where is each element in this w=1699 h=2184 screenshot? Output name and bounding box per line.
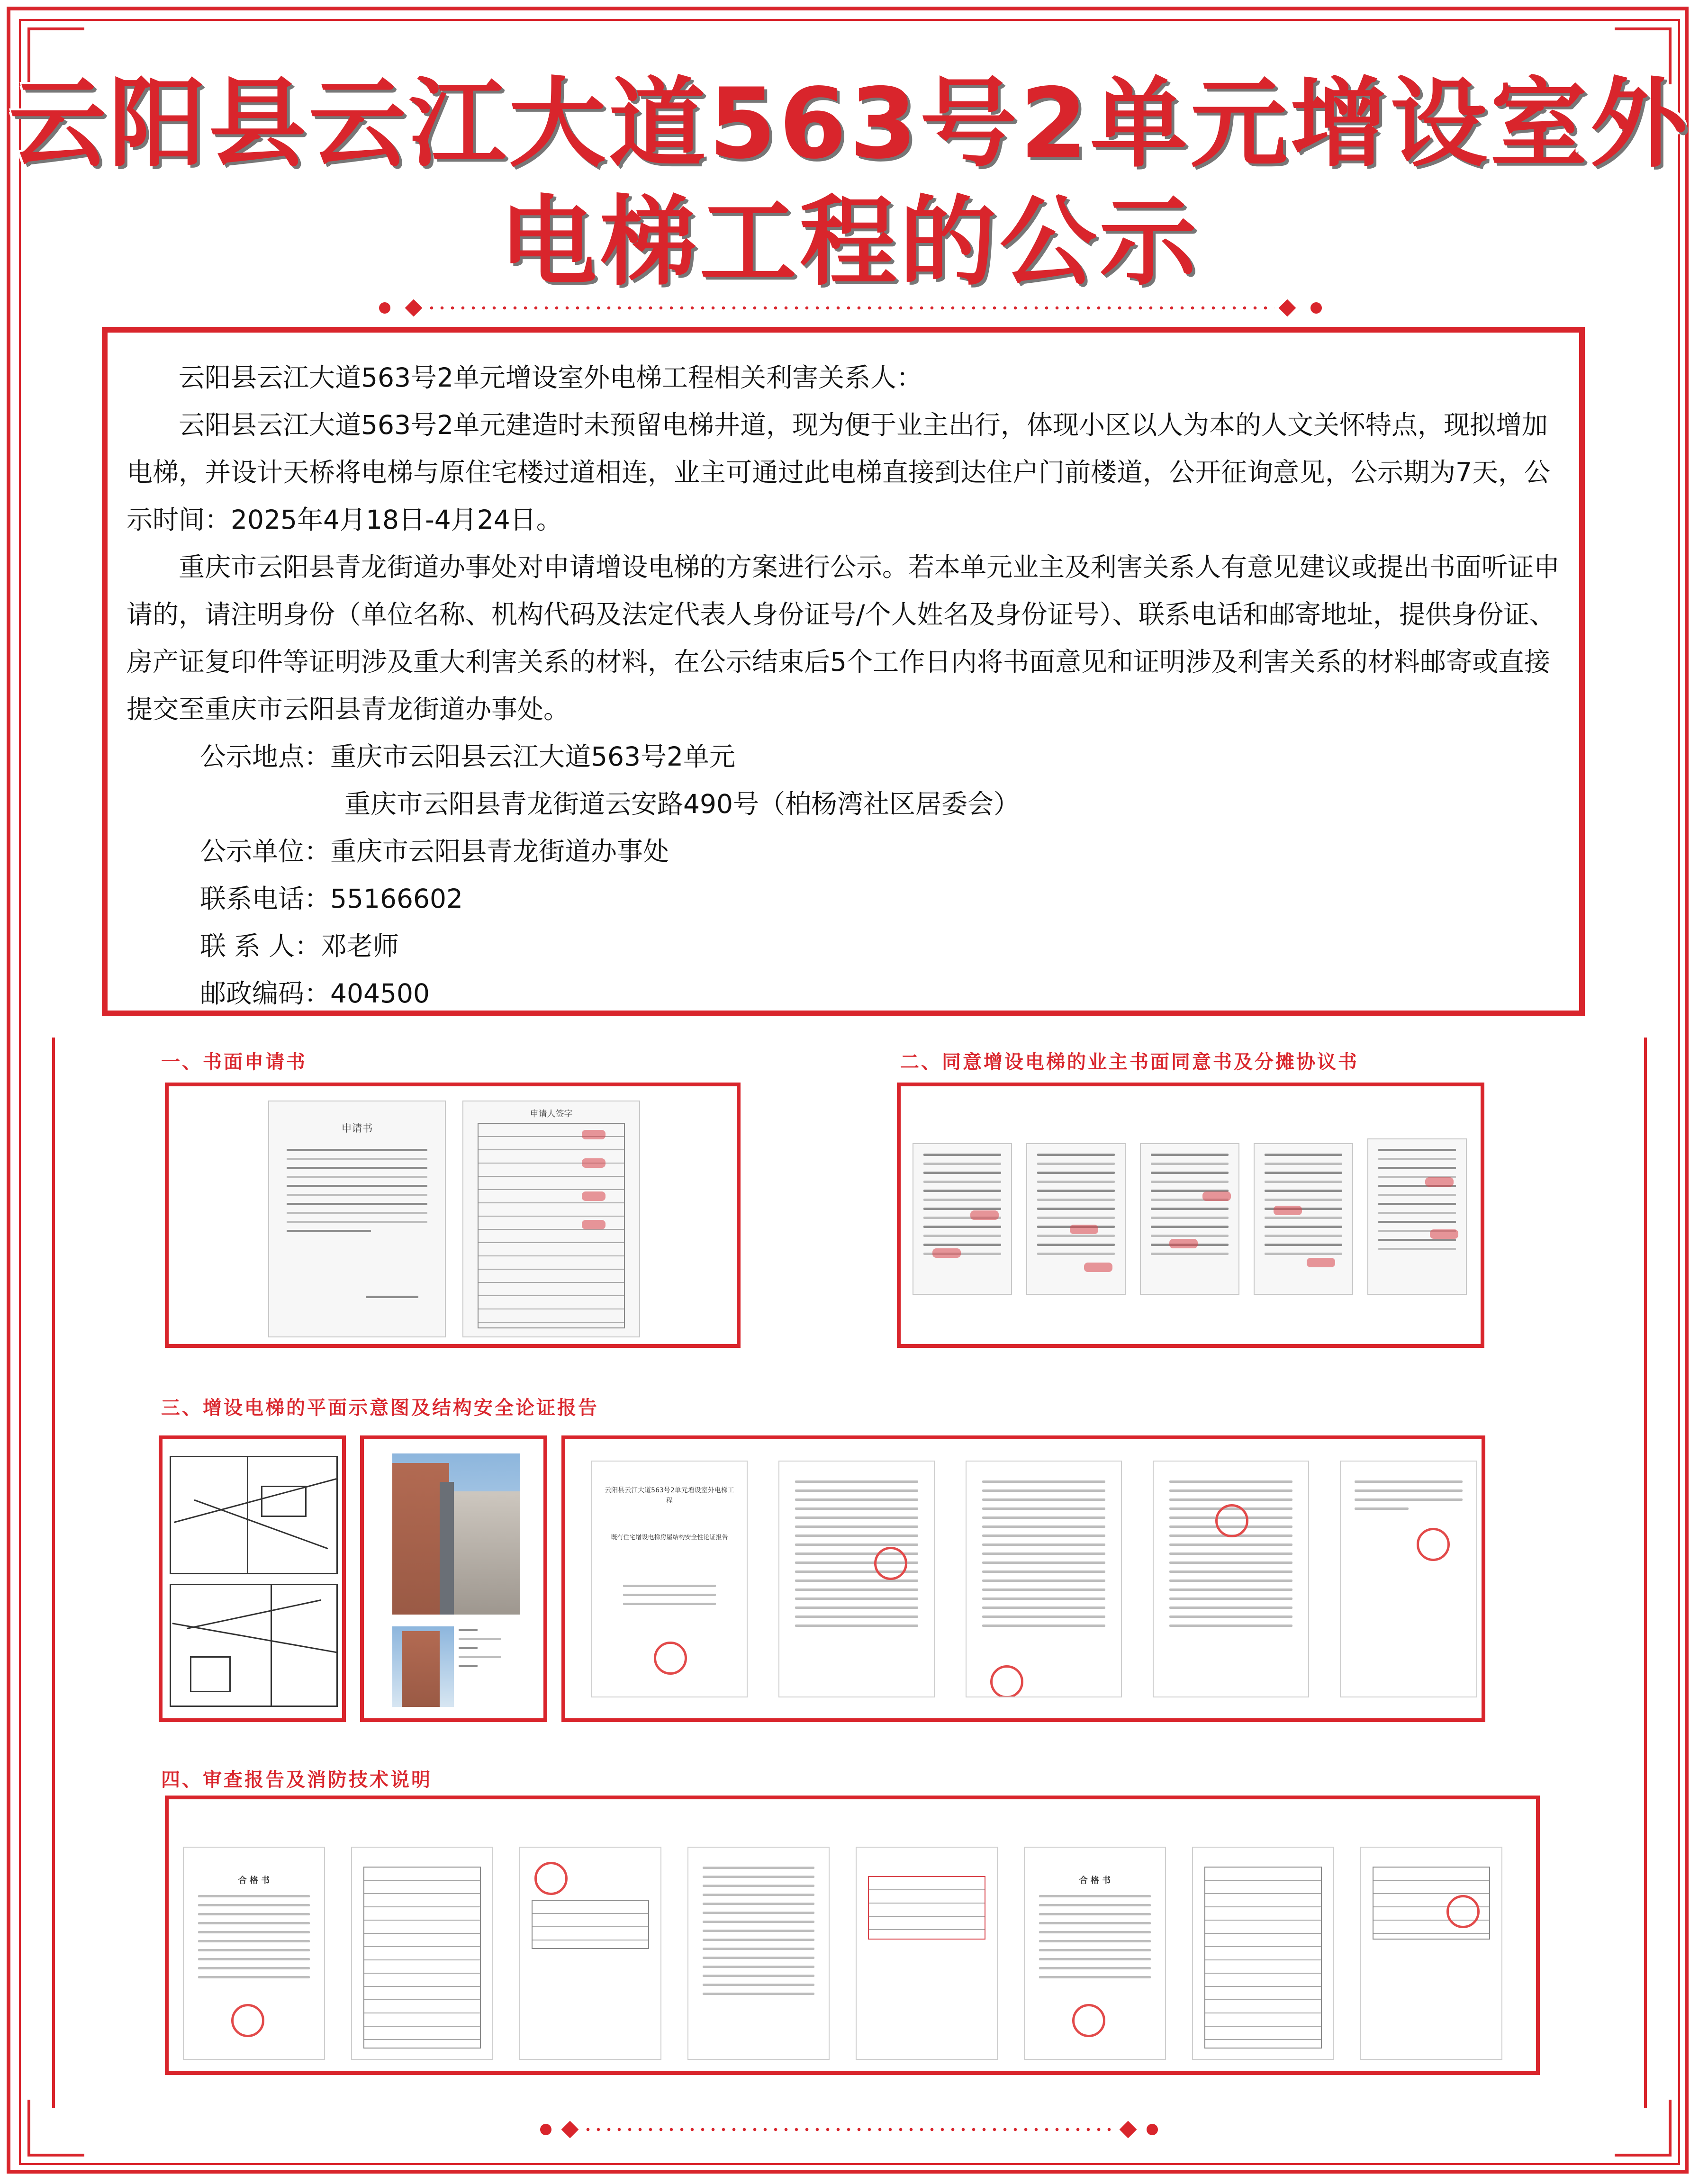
location-value-2: 重庆市云阳县青龙街道云安路490号（柏杨湾社区居委会） — [344, 789, 1020, 819]
report-page-3 — [966, 1461, 1122, 1697]
consent-document-5 — [1367, 1138, 1467, 1295]
phone-value: 55166602 — [330, 884, 463, 914]
unit-label: 公示单位： — [200, 836, 331, 866]
location-line-2 — [127, 780, 1560, 828]
phone-label: 联系电话： — [200, 884, 331, 914]
section-title-1: 一、书面申请书 — [161, 1051, 307, 1073]
certificate-2 — [1024, 1847, 1166, 2060]
signature-sheet-title: 申请人签字 — [530, 1109, 573, 1119]
contact-value: 邓老师 — [320, 931, 399, 961]
application-document — [268, 1101, 446, 1337]
corner-ornament — [1615, 2100, 1672, 2157]
review-opinion — [687, 1847, 830, 2060]
ornament-dot — [379, 302, 390, 314]
postcode-value: 404500 — [330, 978, 430, 1009]
page-title-line1: 云阳县云江大道563号2单元增设室外 — [9, 68, 1690, 180]
location-label: 公示地点： — [200, 741, 331, 772]
left-rule — [52, 1038, 55, 2108]
fingerprint — [582, 1220, 605, 1229]
fingerprint — [582, 1158, 605, 1168]
render-legend — [459, 1629, 530, 1700]
report-page-5 — [1340, 1461, 1477, 1697]
salutation: 云阳县云江大道563号2单元增设室外电梯工程相关利害关系人： — [179, 362, 922, 393]
section-3-plan-box — [159, 1435, 346, 1722]
notice-box — [102, 327, 1585, 1016]
report-page-4 — [1153, 1461, 1309, 1697]
postcode-label: 邮政编码： — [200, 978, 331, 1009]
section-3-report-box — [561, 1435, 1485, 1722]
dotted-divider — [426, 306, 1274, 310]
certificate-title: 合 格 书 — [238, 1876, 270, 1886]
location-value-1: 重庆市云阳县云江大道563号2单元 — [330, 741, 735, 772]
site-plan-1 — [170, 1456, 338, 1574]
section-title-2: 二、同意增设电梯的业主书面同意书及分摊协议书 — [900, 1051, 1359, 1073]
unit-value: 重庆市云阳县青龙街道办事处 — [330, 836, 669, 866]
section-3-photo-box — [360, 1435, 547, 1722]
site-plan-2 — [170, 1584, 338, 1707]
signature — [366, 1296, 418, 1298]
consent-document-1 — [913, 1143, 1012, 1295]
certificate-1 — [183, 1847, 325, 2060]
ornament-dot — [1147, 2124, 1158, 2135]
fire-tech-form-1 — [1192, 1847, 1334, 2060]
location-line-1 — [127, 733, 1560, 780]
page-title-line2: 电梯工程的公示 — [499, 186, 1200, 299]
section-1-box — [165, 1083, 741, 1348]
consent-document-4 — [1254, 1143, 1353, 1295]
report-cover — [591, 1461, 748, 1697]
notice-paragraph-1: 云阳县云江大道563号2单元建造时未预留电梯井道，现为便于业主出行，体现小区以人为本的人文关怀特点，现拟增加电梯，并设计天桥将电梯与原住宅楼过道相连，业主可通过此电梯直接到达住户门前楼道，公开征询意见，公示期为7天，公示时间：2025年4月18日-4月24日。 — [127, 410, 1550, 535]
unit-line — [127, 828, 1560, 875]
postcode-line — [127, 970, 1560, 1017]
phone-line — [127, 875, 1560, 922]
document-text — [287, 1149, 427, 1239]
elevator-render — [392, 1626, 454, 1707]
fire-tech-form-2 — [1360, 1847, 1502, 2060]
section-4-box — [165, 1796, 1540, 2075]
notice-paragraph-2: 重庆市云阳县青龙街道办事处对申请增设电梯的方案进行公示。若本单元业主及利害关系人有意见建议或提出书面听证申请的，请注明身份（单位名称、机构代码及法定代表人身份证号/个人姓名及身份证号）、联系电话和邮寄地址，提供身份证、房产证复印件等证明涉及重大利害关系的材料，在公示结束后5个工作日内将书面意见和证明涉及利害关系的材料邮寄或直接提交至重庆市云阳县青龙街道办事处。 — [127, 552, 1560, 724]
building-photo — [392, 1453, 520, 1615]
section-2-box — [897, 1083, 1484, 1348]
corner-ornament — [27, 2100, 84, 2157]
ornament-dot — [1310, 302, 1322, 314]
dotted-divider — [583, 2128, 1113, 2131]
report-cover-subtitle: 既有住宅增设电梯房屋结构安全性论证报告 — [611, 1534, 728, 1541]
report-page-2 — [778, 1461, 935, 1697]
report-cover-title: 云阳县云江大道563号2单元增设室外电梯工程 — [605, 1487, 734, 1505]
consent-document-2 — [1026, 1143, 1126, 1295]
contact-line — [127, 922, 1560, 970]
contact-label: 联 系 人： — [200, 931, 321, 961]
official-seal — [654, 1642, 687, 1675]
application-title: 申请书 — [341, 1123, 373, 1135]
section-title-4: 四、审查报告及消防技术说明 — [161, 1769, 432, 1791]
right-rule — [1644, 1038, 1647, 2108]
review-form-3 — [856, 1847, 998, 2060]
section-title-3: 三、增设电梯的平面示意图及结构安全论证报告 — [161, 1397, 599, 1419]
signature-sheet — [462, 1101, 640, 1337]
consent-document-3 — [1140, 1143, 1239, 1295]
review-form-1 — [351, 1847, 493, 2060]
fingerprint — [582, 1191, 605, 1201]
review-form-2 — [519, 1847, 661, 2060]
ornament-dot — [540, 2124, 551, 2135]
certificate-title: 合 格 书 — [1079, 1876, 1111, 1886]
fingerprint — [582, 1130, 605, 1139]
